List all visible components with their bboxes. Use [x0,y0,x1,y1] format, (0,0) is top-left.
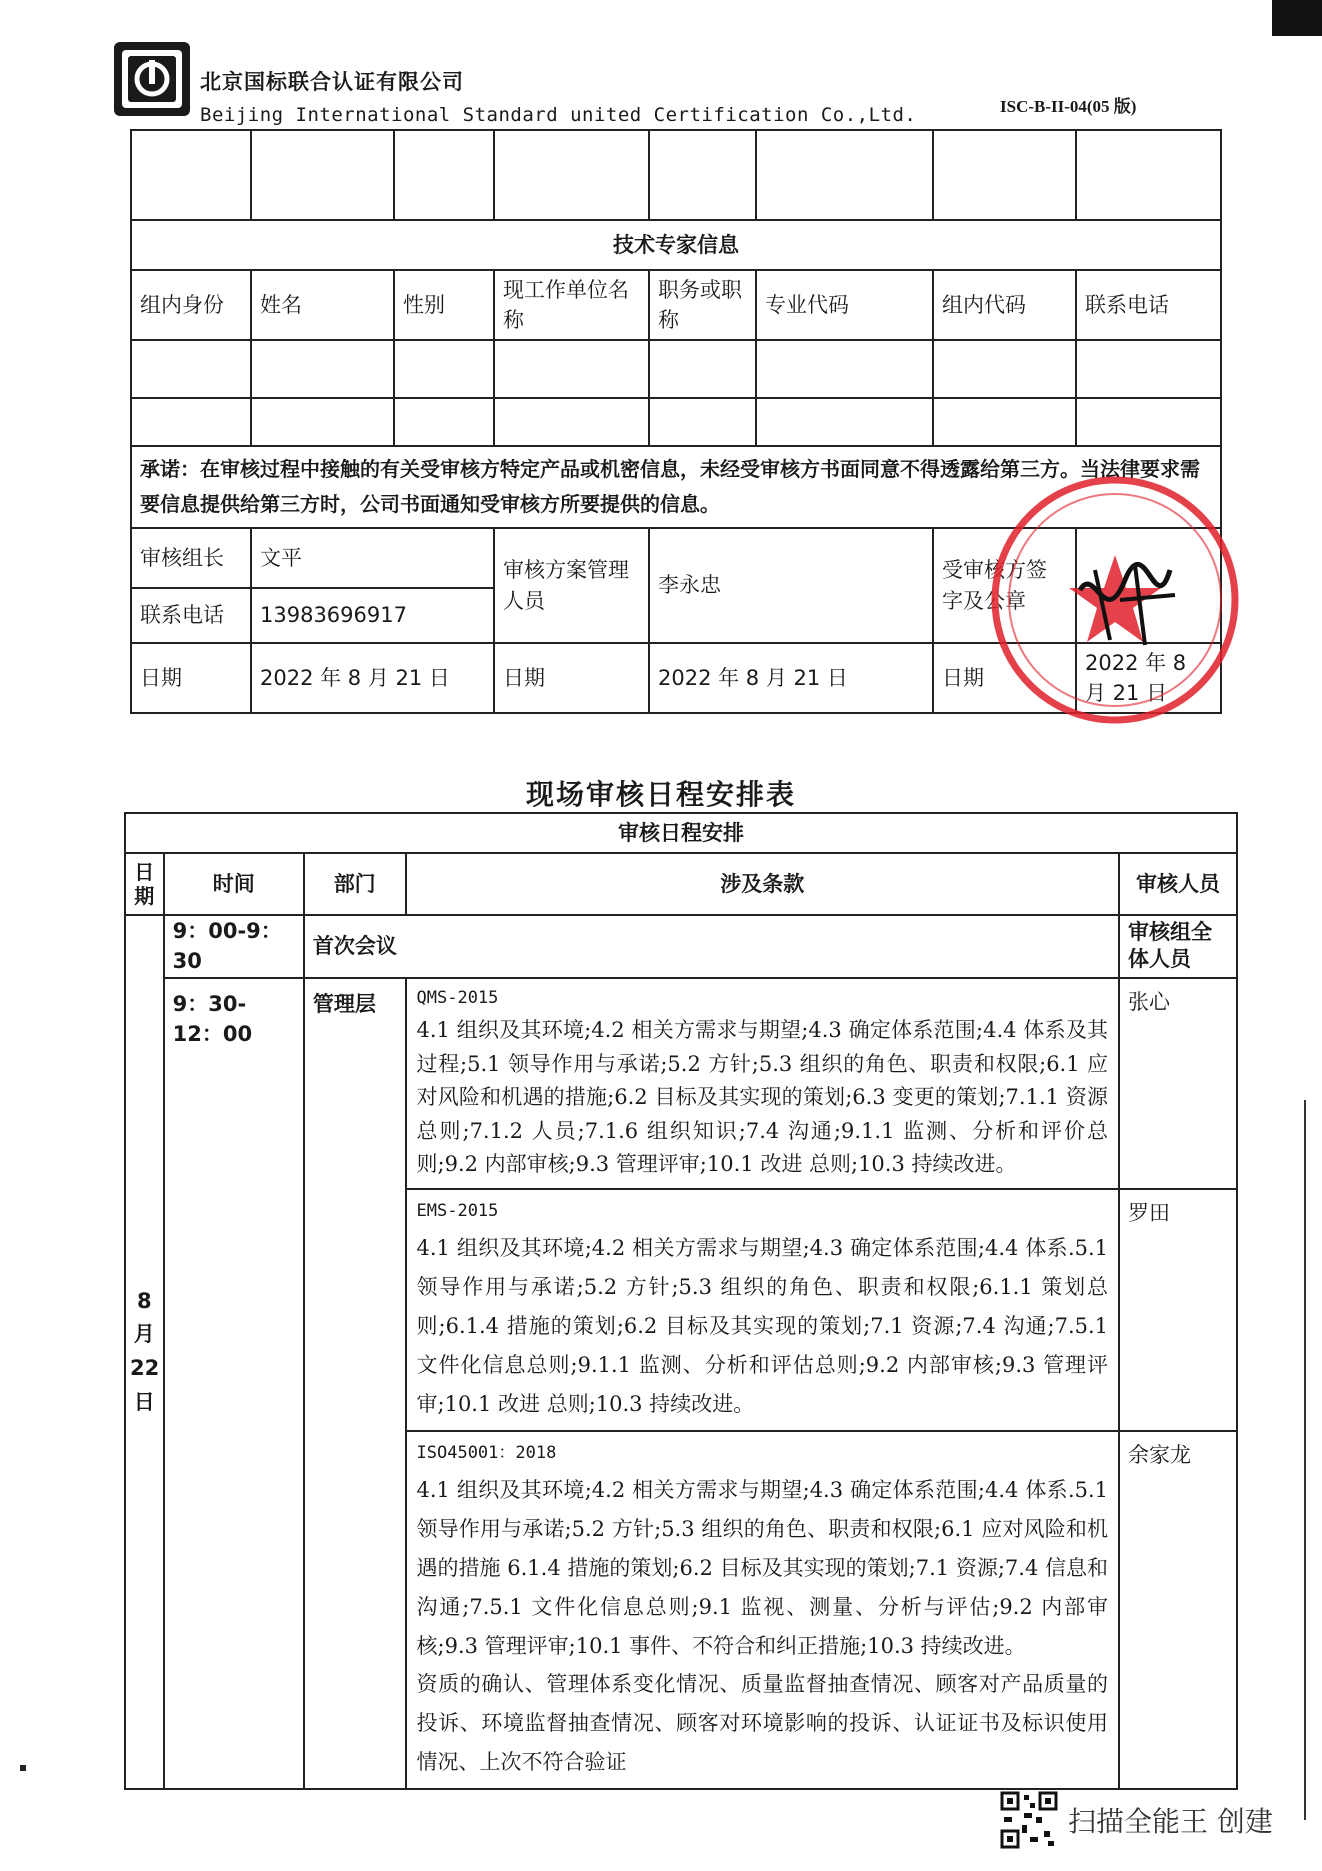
program-manager-name: 李永忠 [649,528,933,643]
clause-cell [406,978,1120,1189]
auditee-sign-label: 受审核方签字及公章 [933,528,1076,643]
standard-name: EMS-2015 [416,1201,499,1222]
clause-text: 4.1 组织及其环境;4.2 相关方需求与期望;4.3 确定体系范围;4.4 体系及其过程;5.1 领导作用与承诺;5.2 方针;5.3 组织的角色、职责和权限;6.1 应对风险和机遇的措施;6.2 目标及其实现的策划;6.3 变更的策划;7.1.1 资源 总则;7.1.2 人员;7.1.6 组织知识;7.4 沟通;9.1.1 监测、分析和评价总则;9.2 内部审核;9.3 管理评审;10.1 改进 总则;10.3 持续改进。 [416,1018,1109,1177]
auditor: 张心 [1119,978,1237,1189]
table-row [131,220,1221,270]
confidentiality-pledge: 承诺：在审核过程中接触的有关受审核方特定产品或机密信息，未经受审核方书面同意不得透露给第三方。当法律要求需要信息提供给第三方时，公司书面通知受审核方所要提供的信息。 [131,446,1221,528]
program-date-label: 日期 [494,643,649,713]
column-header: 性别 [394,270,494,340]
column-header: 涉及条款 [406,853,1120,915]
auditee-date-label: 日期 [933,643,1076,713]
company-name-cn: 北京国标联合认证有限公司 [200,70,464,94]
table-row [131,130,1221,220]
scan-corner-shadow [1272,0,1322,36]
column-header: 部门 [304,853,406,915]
time-slot: 9：00-9：30 [164,915,304,978]
company-logo-icon [112,40,192,118]
leader-phone: 13983696917 [251,588,494,643]
column-header: 时间 [164,853,304,915]
audit-schedule-table [124,812,1238,1790]
table-row [125,915,1237,978]
schedule-subtitle: 审核日程安排 [125,813,1237,853]
scanner-watermark: 扫描全能王 创建 [1068,1805,1273,1838]
standard-name: QMS-2015 [416,987,499,1008]
document-code: ISC-B-II-04(05 版) [1000,97,1137,116]
column-header: 姓名 [251,270,394,340]
date-label: 日期 [131,643,251,713]
column-header: 组内代码 [933,270,1076,340]
schedule-header-row [125,853,1237,915]
department: 首次会议 [304,915,1119,978]
leader-name: 文平 [251,528,494,588]
table-row [131,398,1221,446]
time-slot: 9：30-12：00 [164,978,304,1789]
column-header: 现工作单位名称 [494,270,649,340]
program-manager-label: 审核方案管理人员 [494,528,649,643]
scan-edge-line [1304,1100,1306,1820]
phone-label: 联系电话 [131,588,251,643]
column-header: 专业代码 [756,270,933,340]
auditor: 审核组全体人员 [1119,915,1237,978]
scan-mark [20,1765,26,1771]
company-seal-stamp [985,470,1245,730]
clause-cell [406,1431,1120,1789]
extra-items: 资质的确认、管理体系变化情况、质量监督抽查情况、顾客对产品质量的投诉、环境监督抽查情况、顾客对环境影响的投诉、认证证书及标识使用情况、上次不符合验证 [416,1672,1109,1775]
auditor: 罗田 [1119,1189,1237,1431]
clause-text: 4.1 组织及其环境;4.2 相关方需求与期望;4.3 确定体系范围;4.4 体系.5.1 领导作用与承诺;5.2 方针;5.3 组织的角色、职责和权限;6.1.1 策划总则;6.1.4 措施的策划;6.2 目标及其实现的策划;7.1 资源;7.4 沟通;7.5.1 文件化信息总则;9.1.1 监测、分析和评估总则;9.2 内部审核;9.3 管理评审;10.1 改进 总则;10.3 持续改进。 [416,1236,1109,1416]
leader-label: 审核组长 [131,528,251,588]
auditee-date: 2022 年 8 月 21 日 [1076,643,1221,713]
table-row [125,813,1237,853]
program-date: 2022 年 8 月 21 日 [649,643,933,713]
auditor: 余家龙 [1119,1431,1237,1789]
audit-date: 8月22日 [125,915,164,1789]
table-row [131,340,1221,398]
expert-header-row [131,270,1221,340]
schedule-title: 现场审核日程安排表 [525,778,796,811]
column-header: 日期 [125,853,164,915]
clause-text: 4.1 组织及其环境;4.2 相关方需求与期望;4.3 确定体系范围;4.4 体系.5.1 领导作用与承诺;5.2 方针;5.3 组织的角色、职责和权限;6.1 应对风险和机遇的措施 6.1.4 措施的策划;6.2 目标及其实现的策划;7.1 资源;7.4 信息和沟通;7.5.1 文件化信息总则;9.1 监视、测量、分析与评估;9.2 内部审核;9.3 管理评审;10.1 事件、不符合和纠正措施;10.3 持续改进。 [416,1478,1109,1658]
column-header: 联系电话 [1076,270,1221,340]
company-name-en: Beijing International Standard united Certification Co.,Ltd. [200,104,917,126]
clause-cell [406,1189,1120,1431]
column-header: 职务或职称 [649,270,756,340]
department: 管理层 [304,978,406,1789]
column-header: 审核人员 [1119,853,1237,915]
table-row [125,978,1237,1189]
qr-code-icon [1000,1791,1058,1849]
expert-section-title: 技术专家信息 [131,220,1221,270]
column-header: 组内身份 [131,270,251,340]
leader-date: 2022 年 8 月 21 日 [251,643,494,713]
standard-name: ISO45001：2018 [416,1442,557,1463]
